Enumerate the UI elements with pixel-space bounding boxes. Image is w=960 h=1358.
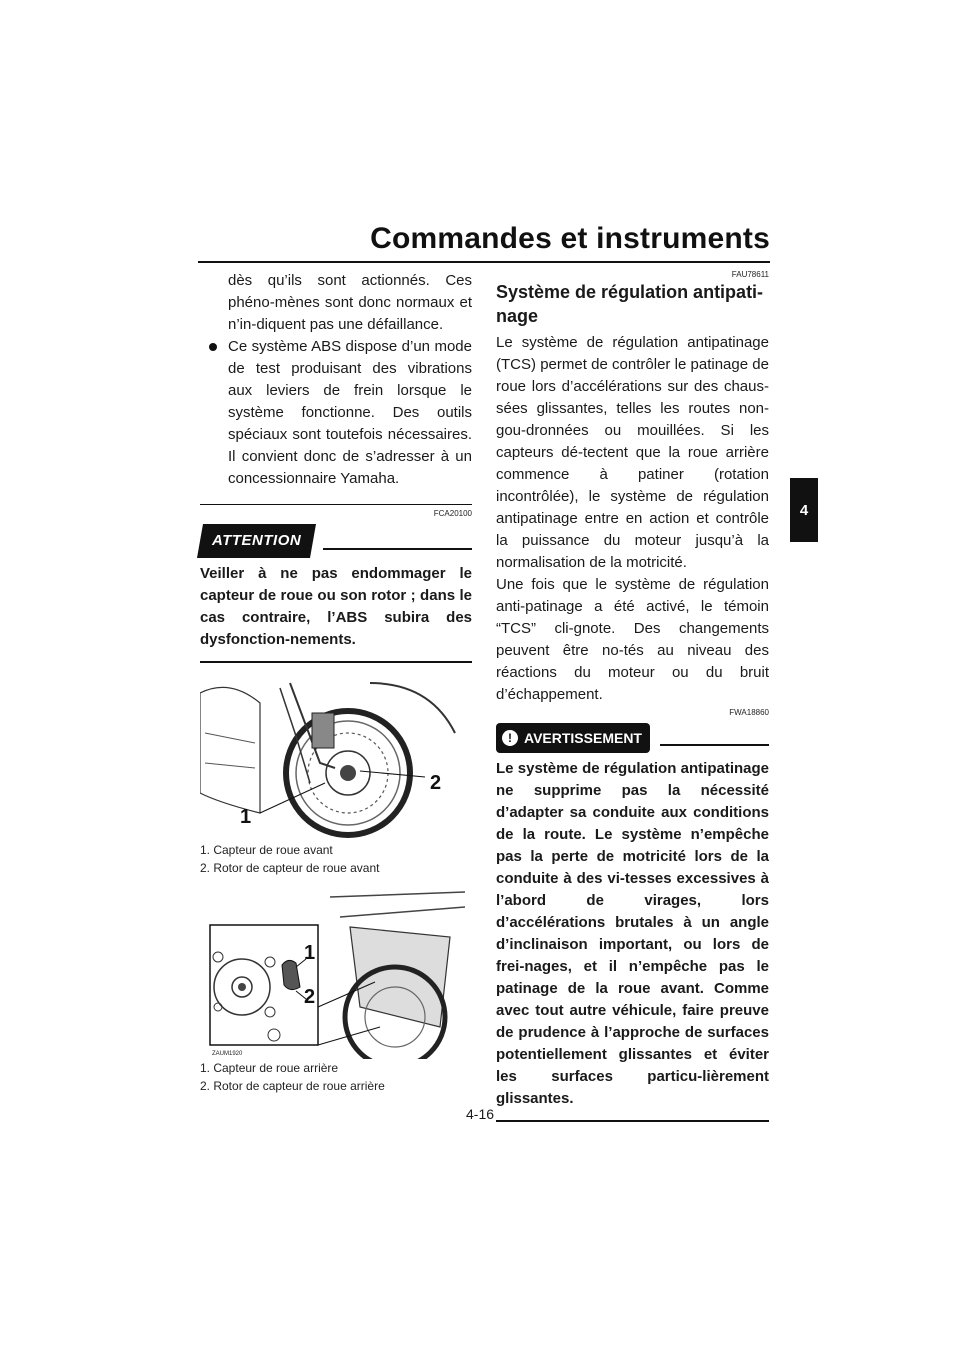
bullet-icon: [209, 343, 217, 351]
callout-1: 1: [240, 806, 252, 828]
warning-header: [496, 724, 769, 752]
left-column: [200, 270, 472, 1095]
attention-end-rule: [200, 661, 472, 663]
front-wheel-figure: [200, 673, 472, 841]
title-rule: [198, 261, 770, 263]
warning-text: Le système de régulation antipatinage ne supprime pas la nécessité d’adapter sa conduite aux conditions de la route. Le système n’empêche pas la perte de motricité lors de la conduite à des vi-tesses excessives à l’abord de virages, lors d’accélérations brutales à un angle d’inclinaison important, ou lors de frei-nages, et il n’empêche pas le patinage de la roue avant. Comme avec tout autre véhicule, faire preuve de prudence à l’approche de surfaces potentiellement glissantes et éviter les surfaces particu-lièrement glissantes.: [496, 760, 769, 1107]
attention-header: [200, 525, 472, 557]
right-column: [496, 270, 769, 1122]
continued-paragraph: dès qu’ils sont actionnés. Ces phéno-mènes sont donc normaux et n’in-diquent pas une défaillance.: [228, 272, 472, 333]
section-code: FAU78611: [731, 270, 769, 279]
page-title: Commandes et instruments: [370, 222, 770, 255]
rear-wheel-figure: [200, 887, 472, 1059]
warning-badge: [496, 723, 650, 753]
image-code: ZAUM1920: [212, 1051, 243, 1057]
warning-icon: !: [502, 730, 518, 746]
page-number: 4-16: [466, 1106, 495, 1122]
attention-badge: [197, 524, 316, 558]
callout-2: 2: [304, 986, 316, 1008]
warning-code: FWA18860: [729, 708, 769, 717]
callout-2: 2: [430, 772, 442, 794]
warning-end-rule: [496, 1120, 769, 1122]
paragraph-1: Le système de régulation antipatinage (TCS) permet de contrôler le patinage de roue lors d’accélérations sur des chaus-sées glissantes, telles les routes non-gou-dronnées ou mouillées. Si les capteurs dé-tectent que la roue arrière commence à patiner (rotation incontrôlée), le système de régulation antipatinage entre en action et contrôle la puissance du moteur jusqu’à la normalisation de la motricité.: [496, 334, 769, 571]
figure2-caption-2: 2. Rotor de capteur de roue arrière: [200, 1079, 385, 1093]
warning-line: [660, 744, 769, 746]
attention-label: ATTENTION: [212, 532, 302, 549]
rear-wheel-illustration: [200, 887, 472, 1059]
figure1-caption-1: 1. Capteur de roue avant: [200, 843, 333, 857]
attention-line: [323, 548, 472, 550]
bullet-item: [200, 336, 472, 490]
bullet-text: Ce système ABS dispose d’un mode de test produisant des vibrations aux leviers de frein lorsque le système fonctionne. Des outils spéciaux sont toutefois nécessaires. Il convient donc de s’adresser à un concessionnaire Yamaha.: [228, 338, 472, 487]
attention-code: FCA20100: [433, 509, 472, 518]
figure2-caption-1: 1. Capteur de roue arrière: [200, 1061, 339, 1075]
section-title: Système de régulation antipati-nage: [496, 282, 764, 326]
divider: [200, 504, 472, 505]
paragraph-2: Une fois que le système de régulation anti-patinage a été activé, le témoin “TCS” cli-gnote. Des changements peuvent être no-tés au niveau des réactions du moteur ou du bruit d’échappement.: [496, 576, 769, 703]
front-wheel-illustration: [200, 673, 472, 841]
chapter-tab[interactable]: 4: [790, 478, 818, 542]
figure1-caption-2: 2. Rotor de capteur de roue avant: [200, 861, 380, 875]
warning-label: AVERTISSEMENT: [524, 730, 642, 746]
callout-1: 1: [304, 942, 316, 964]
attention-text: Veiller à ne pas endommager le capteur de roue ou son rotor ; dans le cas contraire, l’ABS subira des dysfonction-nements.: [200, 565, 472, 648]
